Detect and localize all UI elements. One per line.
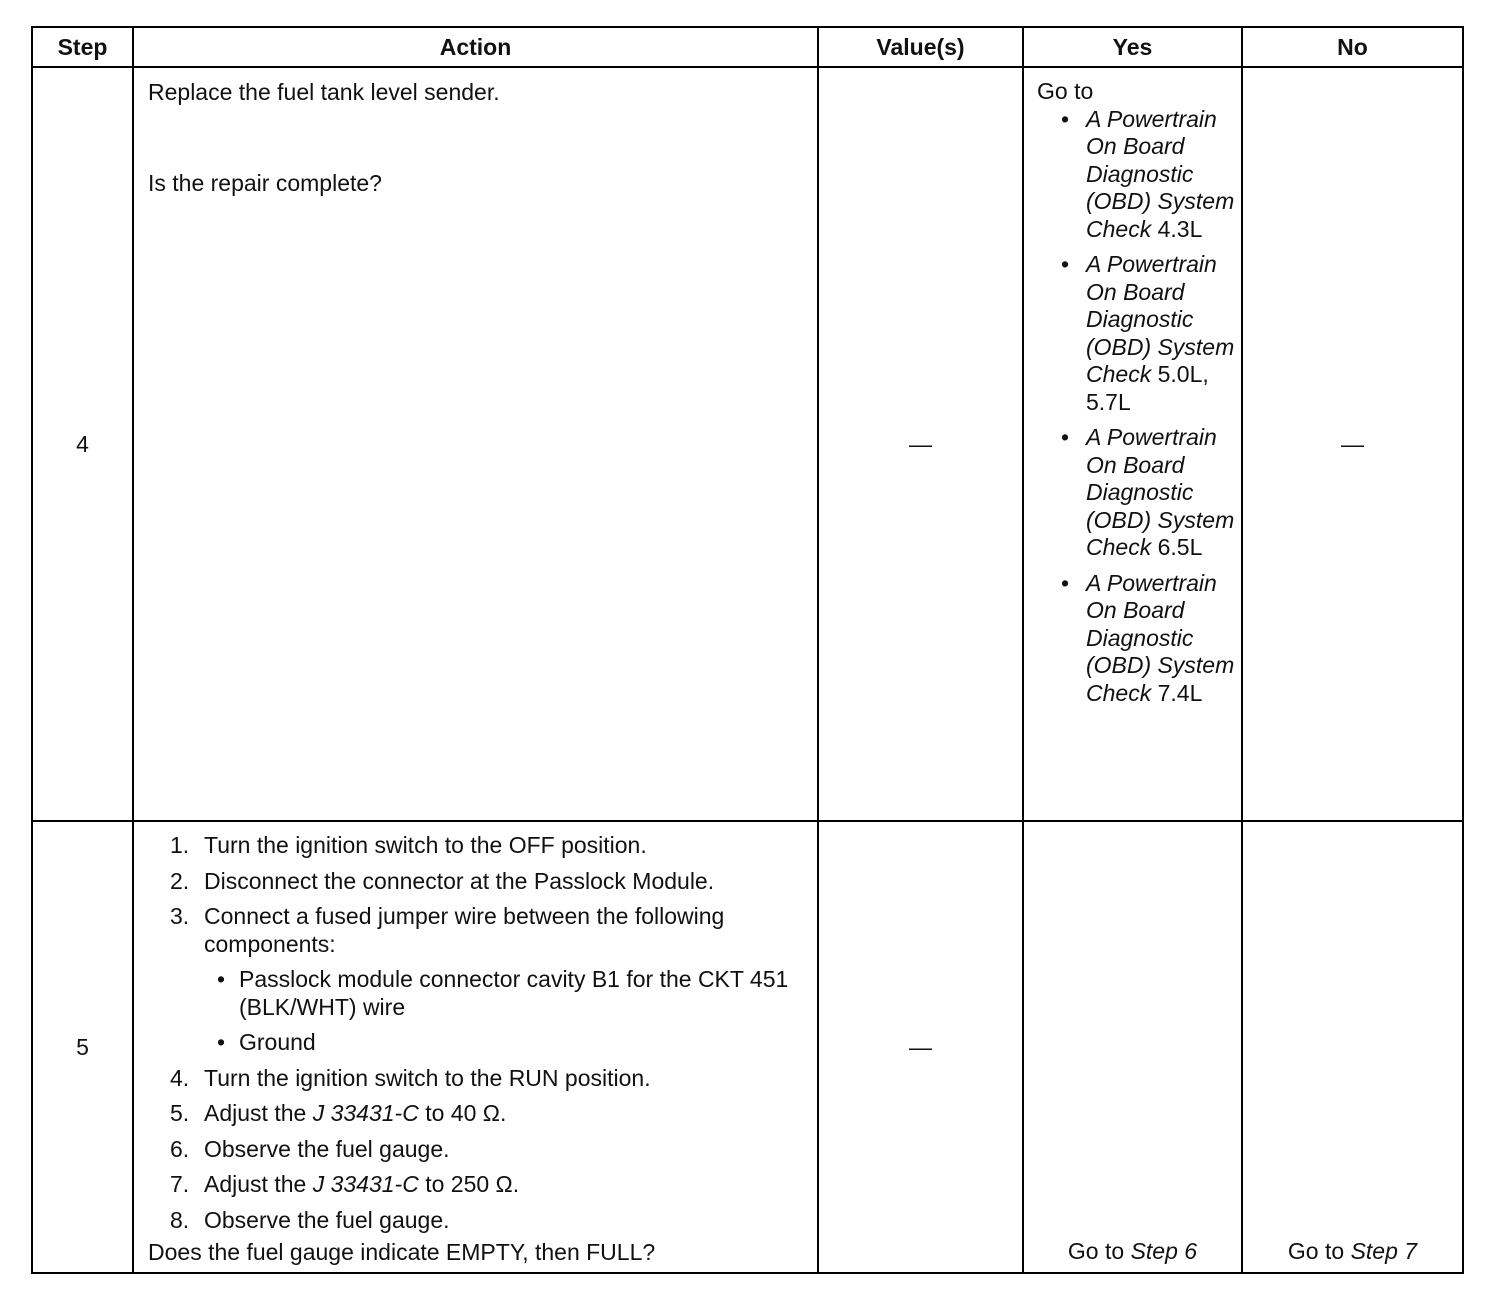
procedure-list [148,832,817,1234]
header-row [32,27,1463,67]
engine-size: 4.3L [1157,215,1203,242]
value-cell: — [818,821,1023,1273]
goto-item [1037,251,1241,416]
yes-cell [1023,67,1242,821]
procedure-step [148,868,817,896]
step-text: Adjust the [204,1100,313,1126]
procedure-step [148,832,817,860]
step-index: 2. [170,867,190,894]
tool-name: J 33431-C [312,1171,419,1197]
value-cell: — [818,67,1023,821]
step-text: to 40 Ω. [418,1100,507,1126]
procedure-step [148,1136,817,1164]
header-step: Step [32,27,133,67]
table-row-step-4 [32,67,1463,821]
goto-step-7-link[interactable]: Step 7 [1350,1238,1418,1264]
obd-check-link[interactable]: A Powertrain On Board Diagnostic (OBD) System Check [1086,105,1235,242]
engine-size: 6.5L [1157,534,1203,560]
header-values: Value(s) [818,27,1023,67]
header-action: Action [133,27,818,67]
goto-item [1037,570,1241,708]
step-text: Observe the fuel gauge. [204,1135,450,1162]
header-yes: Yes [1023,27,1242,67]
goto-item [1037,424,1241,562]
step-text: Turn the ignition switch to the RUN position. [204,1064,651,1091]
step-number: 5 [32,821,133,1273]
diagnostic-table [31,26,1464,1274]
step-text: Connect a fused jumper wire between the following components: [204,903,725,957]
goto-prefix: Go to [1287,1238,1351,1264]
no-cell [1242,821,1463,1273]
procedure-step [148,1100,817,1128]
goto-step-6-link[interactable]: Step 6 [1130,1238,1198,1264]
step-index: 8. [170,1206,190,1233]
obd-check-link[interactable]: A Powertrain On Board Diagnostic (OBD) System Check [1086,251,1235,387]
step-index: 4. [170,1064,190,1091]
header-no: No [1242,27,1463,67]
obd-check-link[interactable]: A Powertrain On Board Diagnostic (OBD) System Check [1086,424,1235,560]
action-cell [133,67,818,821]
tool-name: J 33431-C [312,1100,419,1126]
procedure-step [148,1207,817,1235]
step-text: Disconnect the connector at the Passlock Module. [204,867,715,894]
step-number: 4 [32,67,133,821]
procedure-step [148,1171,817,1199]
step-index: 5. [170,1100,190,1126]
goto-intro: Go to [1037,78,1094,104]
action-text: Replace the fuel tank level sender. [148,79,500,105]
yes-cell [1023,821,1242,1273]
goto-prefix: Go to [1067,1238,1131,1264]
step-index: 1. [170,832,190,858]
component-item: • Passlock module connector cavity B1 for the CKT 451 (BLK/WHT) wire [204,966,817,1021]
goto-list [1037,106,1241,708]
engine-size: 7.4L [1157,679,1203,706]
step-index: 7. [170,1171,190,1197]
action-question: Is the repair complete? [148,170,382,196]
component-item: • Ground [204,1029,817,1057]
step-text: Observe the fuel gauge. [204,1206,450,1233]
obd-check-link[interactable]: A Powertrain On Board Diagnostic (OBD) System Check [1086,569,1235,706]
component-list [204,966,817,1057]
step-index: 3. [170,903,190,929]
action-question: Does the fuel gauge indicate EMPTY, then FULL? [148,1238,656,1265]
procedure-step [148,903,817,1057]
table-row-step-5 [32,821,1463,1273]
no-cell: — [1242,67,1463,821]
engine-size: 5.0L, 5.7L [1086,361,1209,415]
step-index: 6. [170,1135,190,1162]
step-text: Adjust the [204,1171,313,1197]
step-text: Turn the ignition switch to the OFF position. [204,832,647,858]
action-cell [133,821,818,1273]
step-text: to 250 Ω. [418,1171,520,1197]
goto-item [1037,106,1241,244]
procedure-step [148,1065,817,1093]
